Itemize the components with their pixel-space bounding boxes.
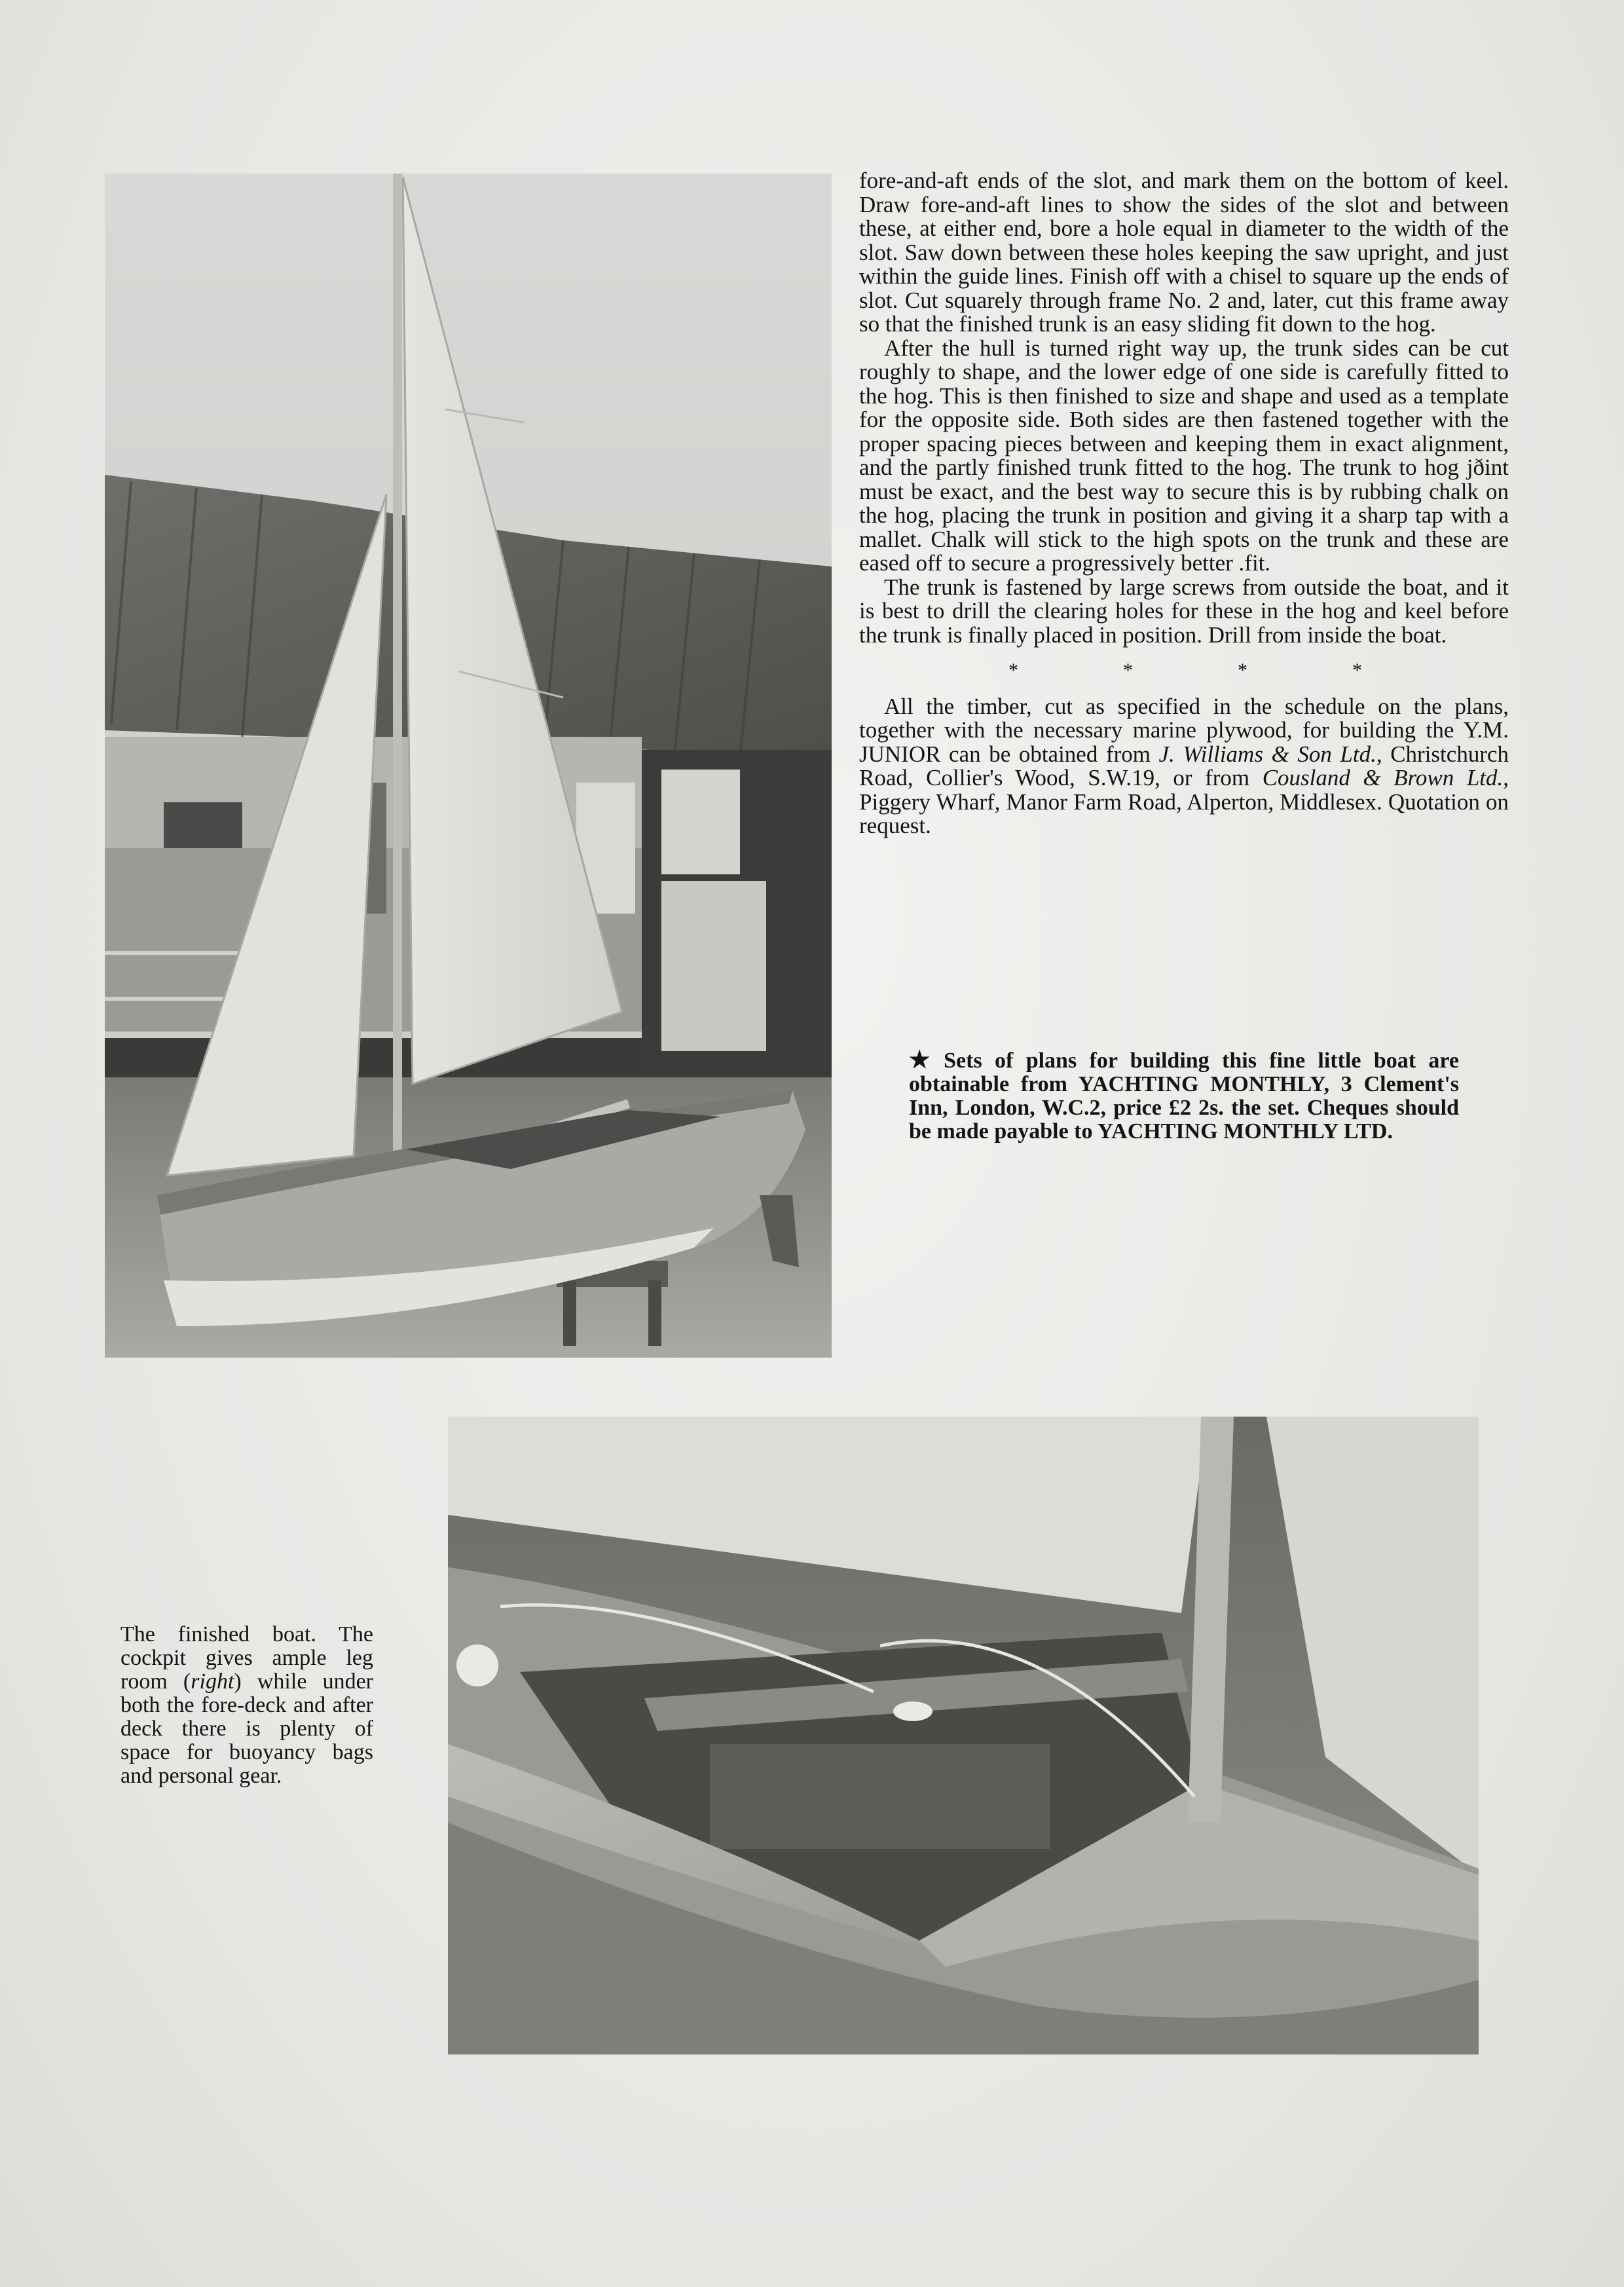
- dinghy-sail-illustration: [105, 174, 832, 1358]
- separator-star: *: [1123, 660, 1133, 681]
- article-column: [859, 169, 1509, 838]
- text-run: The trunk is fastened by large screws from outside the boat, and it is best to drill the clearing holes for these in the hog and keel before the trunk is finally placed in position. Drill from inside the boat.: [859, 574, 1509, 648]
- plans-notice: [909, 1048, 1459, 1144]
- text-run: , Christchurch Road, Collier's Wood, S.W.19, or from: [859, 741, 1509, 790]
- article-paragraph-1: [859, 169, 1509, 337]
- section-separator: [1008, 659, 1362, 683]
- article-paragraph-2: [859, 337, 1509, 576]
- cockpit-illustration: [448, 1417, 1479, 2055]
- italic-text: right: [191, 1669, 234, 1694]
- text-run: The finished boat. The cockpit gives ample leg room (: [120, 1622, 373, 1694]
- separator-star: *: [1238, 660, 1247, 681]
- photo-caption: [120, 1623, 373, 1788]
- text-run: fore-and-aft ends of the slot, and mark them on the bottom of keel. Draw fore-and-aft lines to show the sides of the slot and between these, at either end, bore a hole equal in diameter to the width of the slot. Saw down between these holes keeping the saw upright, and just within the guide lines. Finish off with a chisel to square up the ends of slot. Cut squarely through frame No. 2 and, later, cut this frame away so that the finished trunk is an easy sliding fit down to the hog.: [859, 168, 1509, 337]
- italic-text: J. Williams & Son Ltd.: [1158, 741, 1376, 767]
- article-paragraph-3: [859, 576, 1509, 648]
- supplier-paragraph: [859, 695, 1509, 838]
- plans-notice-text: Sets of plans for building this fine little boat are obtainable from YACHTING MONTHLY, 3 Clement's Inn, London, W.C.2, price £2 2s. the set. Cheques should be made payable to YACHTING MONTHLY LTD.: [909, 1049, 1459, 1144]
- text-run: ) while under both the fore-deck and after deck there is plenty of space for buoyancy bags and personal gear.: [120, 1669, 373, 1788]
- star-icon: ★: [909, 1047, 938, 1073]
- separator-star: *: [1352, 660, 1362, 681]
- italic-text: Cousland & Brown Ltd.: [1262, 765, 1504, 790]
- photo-cockpit-view: [448, 1417, 1479, 2055]
- text-run: After the hull is turned right way up, the trunk sides can be cut roughly to shape, and the lower edge of one side is carefully fitted to the hog. This is then finished to size and shape and used as a template for the opposite side. Both sides are then fastened together with the proper spacing pieces between and keeping them in exact alignment, and the partly finished trunk fitted to the hog. The trunk to hog jðint must be exact, and the best way to secure this is by rubbing chalk on the hog, placing the trunk in position and giving it a sharp tap with a mallet. Chalk will stick to the high spots on the trunk and these are eased off to secure a progressively better .fit.: [859, 335, 1509, 576]
- text-run: All the timber, cut as specified in the schedule on the plans, together with the necessary marine plywood, for building the Y.M. JUNIOR can be obtained from: [859, 693, 1509, 767]
- separator-star: *: [1008, 660, 1018, 681]
- text-run: , Piggery Wharf, Manor Farm Road, Alperton, Middlesex. Quotation on request.: [859, 765, 1509, 838]
- photo-dinghy-under-sail: [105, 174, 832, 1358]
